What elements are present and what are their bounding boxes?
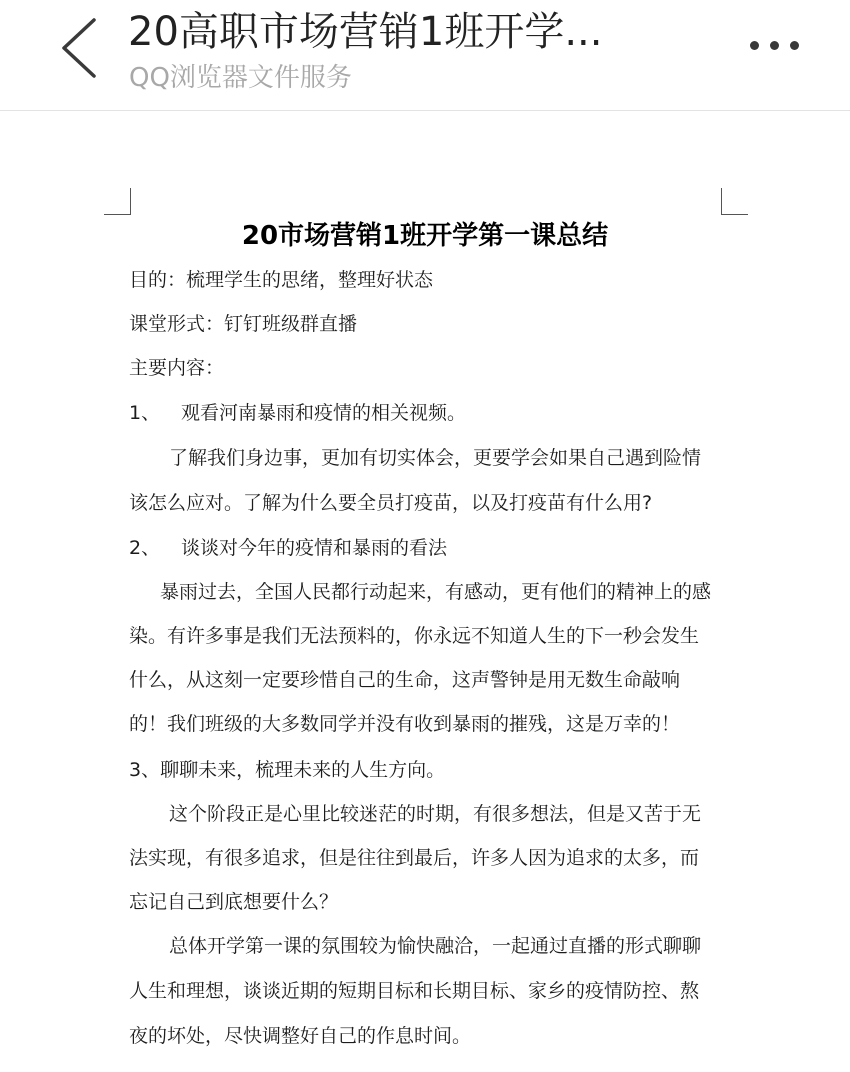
purpose-line: 目的：梳理学生的思绪，整理好状态 bbox=[129, 269, 434, 291]
item-2-heading bbox=[129, 534, 447, 562]
form-line: 课堂形式：钉钉班级群直播 bbox=[129, 313, 358, 335]
item-3-line-2: 法实现，有很多追求，但是往往到最后，许多人因为追求的太多，而 bbox=[129, 847, 700, 869]
item-2-line-4: 的！我们班级的大多数同学并没有收到暴雨的摧残，这是万幸的！ bbox=[129, 713, 681, 735]
item-1-heading bbox=[129, 399, 466, 427]
content-heading: 主要内容： bbox=[129, 357, 225, 379]
more-button[interactable] bbox=[742, 30, 806, 60]
page-corner-mark-left bbox=[104, 188, 131, 215]
page-corner-mark-right bbox=[721, 188, 748, 215]
summary-line-2: 人生和理想，谈谈近期的短期目标和长期目标、家乡的疫情防控、熬 bbox=[129, 980, 700, 1002]
item-2-line-1: 暴雨过去，全国人民都行动起来，有感动，更有他们的精神上的感 bbox=[160, 581, 712, 603]
item-1-line-2: 该怎么应对。了解为什么要全员打疫苗，以及打疫苗有什么用? bbox=[129, 492, 653, 514]
item-2-heading-text: 谈谈对今年的疫情和暴雨的看法 bbox=[181, 537, 448, 559]
app-header bbox=[0, 0, 850, 111]
window-subtitle: QQ浏览器文件服务 bbox=[129, 63, 352, 93]
document-title: 20市场营销1班开学第一课总结 bbox=[241, 221, 609, 251]
back-button[interactable] bbox=[58, 16, 102, 80]
item-1-number: 1、 bbox=[129, 402, 161, 424]
item-2-number: 2、 bbox=[129, 537, 161, 559]
item-3-heading: 3、聊聊未来，梳理未来的人生方向。 bbox=[129, 759, 446, 781]
item-2-line-2: 染。有许多事是我们无法预料的，你永远不知道人生的下一秒会发生 bbox=[129, 625, 700, 647]
chevron-left-icon bbox=[58, 16, 102, 80]
item-3-line-3: 忘记自己到底想要什么？ bbox=[129, 891, 339, 913]
summary-line-1: 总体开学第一课的氛围较为愉快融洽，一起通过直播的形式聊聊 bbox=[169, 935, 702, 957]
item-3-line-1: 这个阶段正是心里比较迷茫的时期，有很多想法，但是又苦于无 bbox=[169, 803, 702, 825]
window-title: 20高职市场营销1班开学... bbox=[128, 9, 603, 55]
item-1-heading-text: 观看河南暴雨和疫情的相关视频。 bbox=[181, 402, 467, 424]
summary-line-3: 夜的坏处，尽快调整好自己的作息时间。 bbox=[129, 1025, 472, 1047]
item-1-line-1: 了解我们身边事，更加有切实体会，更要学会如果自己遇到险情 bbox=[169, 447, 702, 469]
item-2-line-3: 什么，从这刻一定要珍惜自己的生命，这声警钟是用无数生命敲响 bbox=[129, 669, 681, 691]
